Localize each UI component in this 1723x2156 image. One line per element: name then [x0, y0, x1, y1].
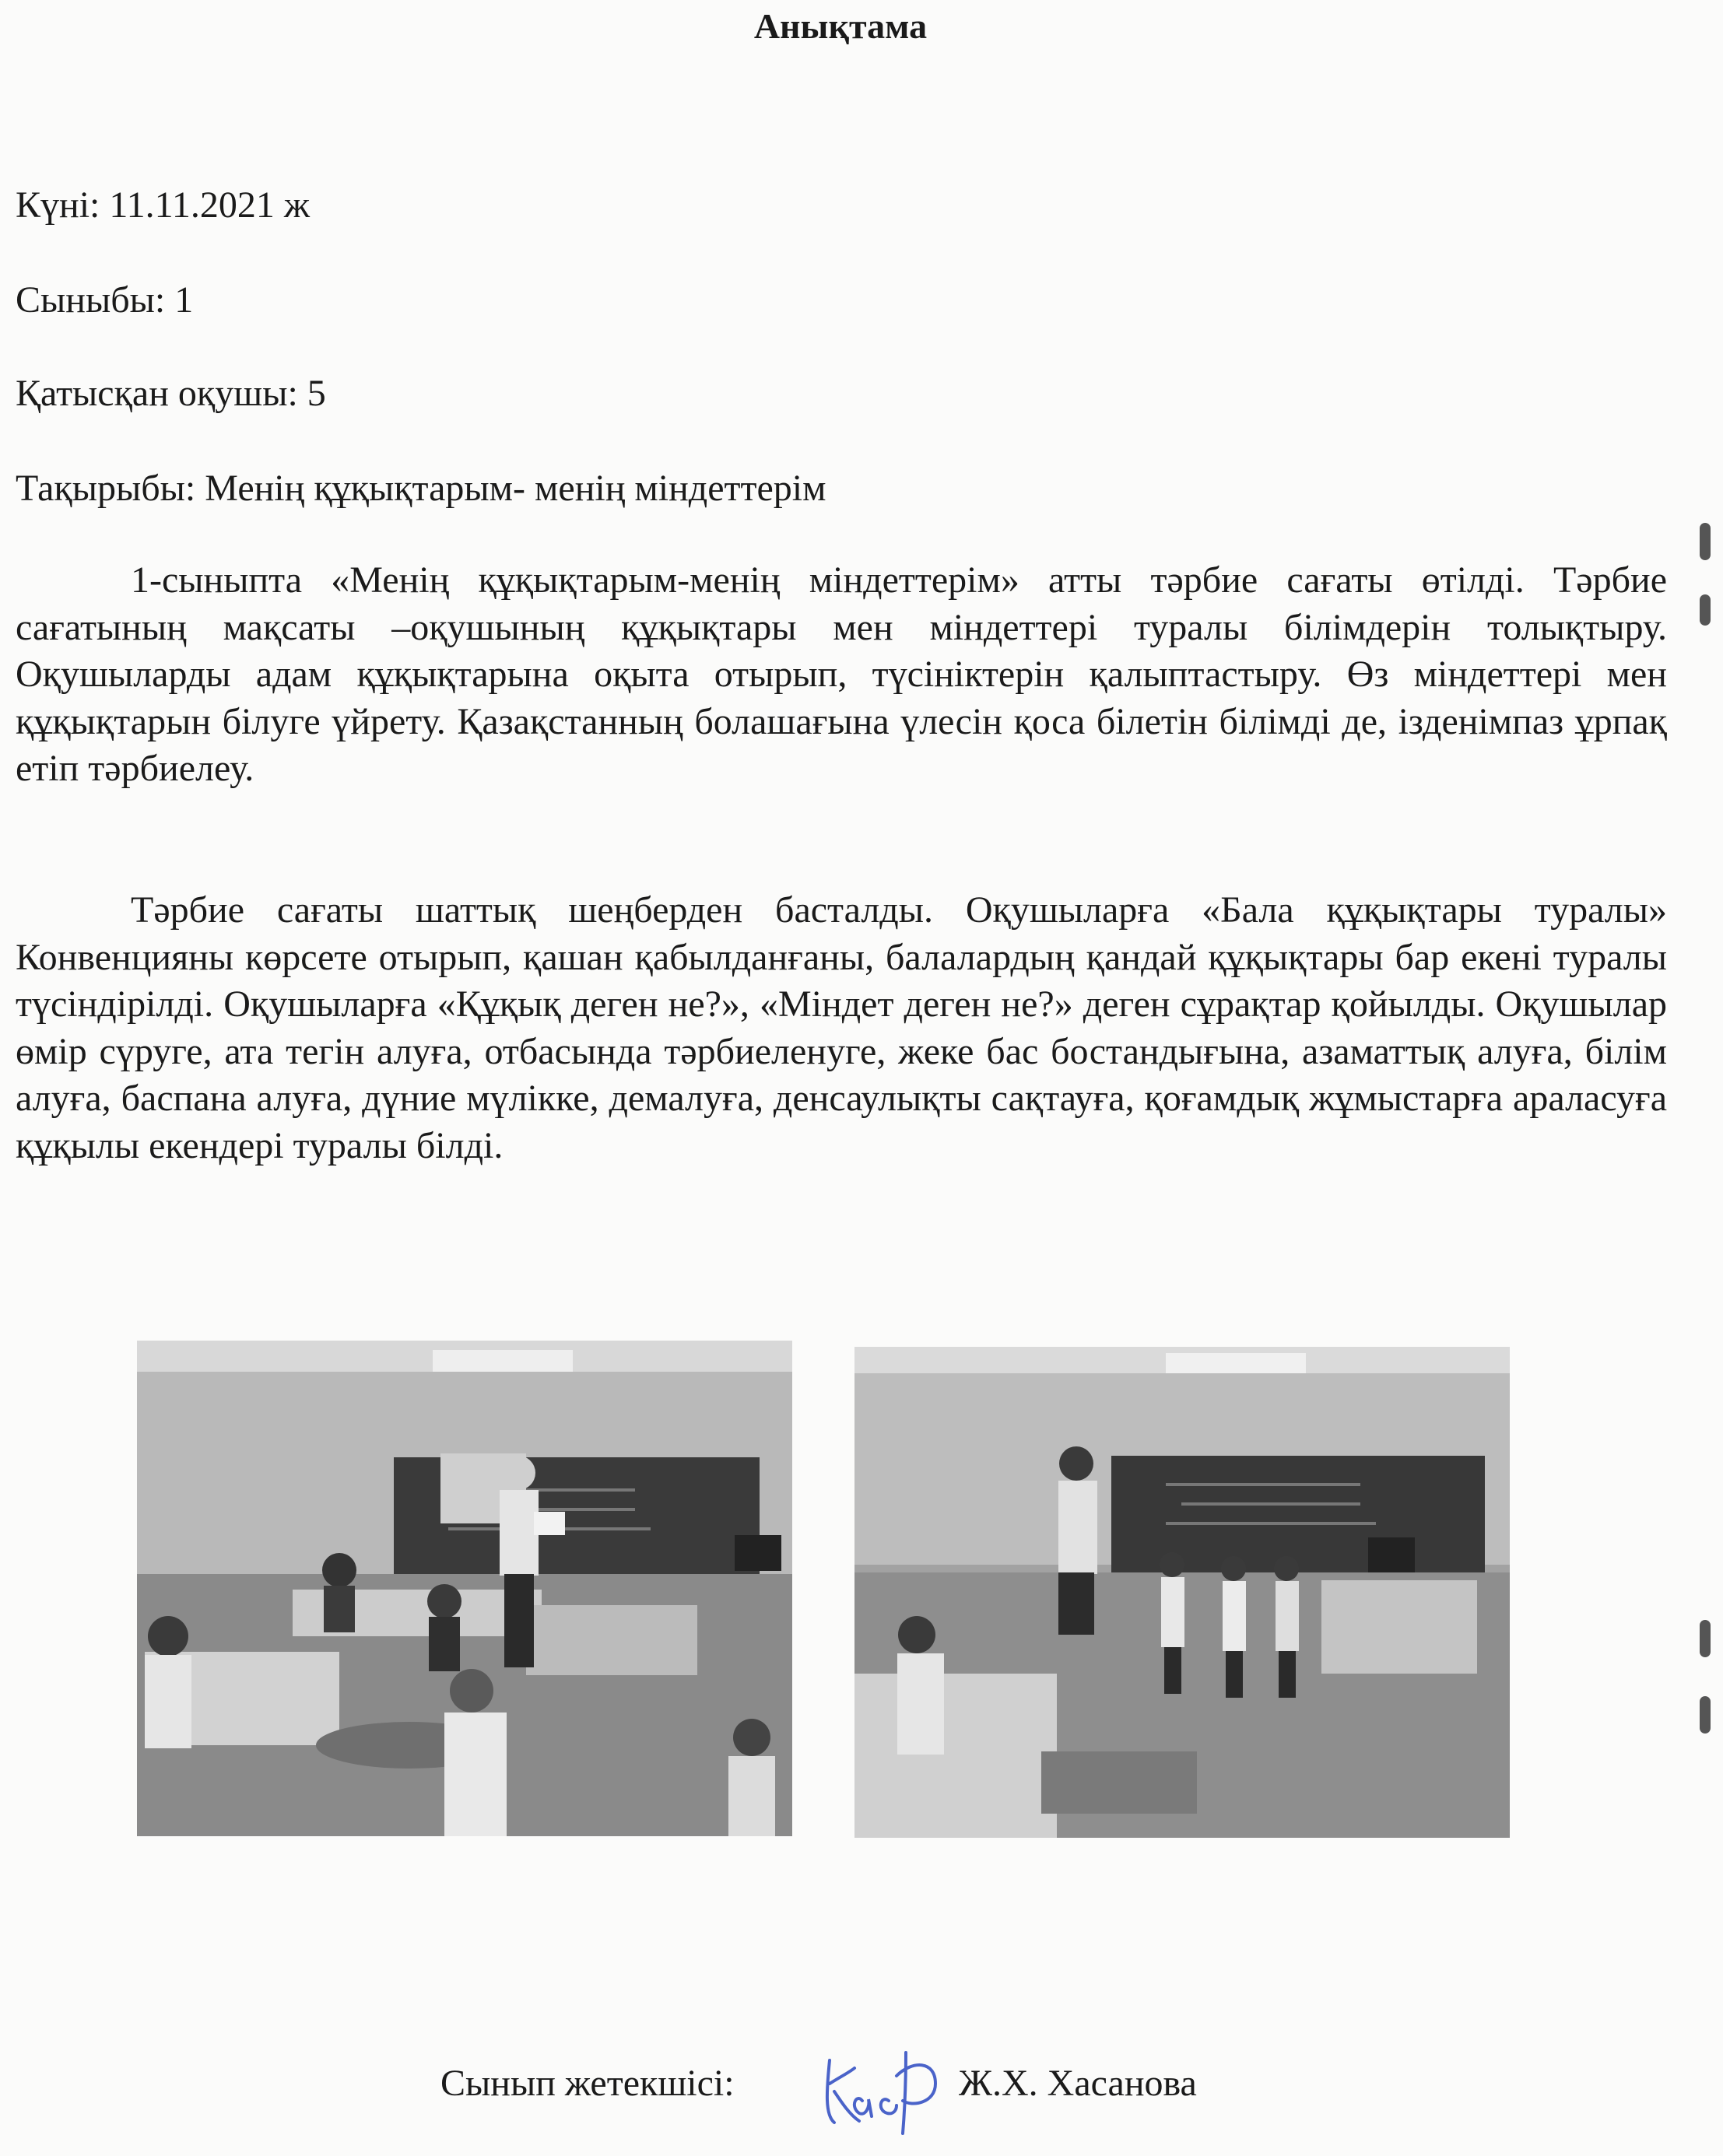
paragraph-1: 1-сыныпта «Менің құқықтарым-менің міндеттерім» атты тәрбие сағаты өтілді. Тәрбие сағатының мақсаты –оқушының құқықтары мен міндеттері туралы білімдерін толықтыру. Оқушыларды адам құқықтарына оқыта отырып, түсініктерін қалыптастыру. Өз міндеттері мен құқықтарын білуге үйрету. Қазақстанның болашағына үлесін қоса білетін білімді де, ізденімпаз ұрпақ етіп тәрбиелеу.: [16, 559, 1667, 789]
teacher-name: Ж.Х. Хасанова: [959, 2063, 1197, 2104]
signature-label: Сынып жетекшісі:: [440, 2063, 735, 2104]
topic-line: [16, 465, 826, 512]
binder-clip-mark: [1700, 594, 1711, 626]
class-label: Сыныбы:: [16, 279, 166, 321]
date-label: Күні:: [16, 184, 100, 226]
students-value: 5: [307, 373, 326, 414]
class-line: [16, 277, 193, 324]
date-line: [16, 182, 310, 229]
classroom-photo-teacher: [137, 1341, 792, 1836]
students-label: Қатысқан оқушы:: [16, 373, 298, 414]
classroom-photo-students: [854, 1347, 1510, 1838]
handwritten-signature: [819, 2029, 951, 2138]
binder-clip-mark: [1700, 523, 1711, 560]
topic-label: Тақырыбы:: [16, 468, 196, 509]
binder-clip-mark: [1700, 1620, 1711, 1657]
paragraph-2: Тәрбие сағаты шаттық шеңберден басталды. Оқушыларға «Бала құқықтары туралы» Конвенцияны көрсете отырып, қашан қабылданғаны, балалардың қандай құқықтары бар екені туралы түсіндірілді. Оқушыларға «Құқық деген не?», «Міндет деген не?» деген сұрақтар қойылды. Оқушылар өмір сүруге, ата тегін алуға, отбасында тәрбиеленуге, жеке бас бостандығына, азаматтық алуға, білім алуға, баспана алуға, дүние мүлікке, демалуға, денсаулықты сақтауға, қоғамдық жұмыстарға араласуға құқылы екендері туралы білді.: [16, 889, 1667, 1166]
class-value: 1: [174, 279, 194, 321]
topic-value: Менің құқықтарым- менің міндеттерім: [205, 468, 826, 509]
date-value: 11.11.2021 ж: [109, 184, 310, 226]
students-line: [16, 370, 326, 417]
document-title: Анықтама: [753, 6, 928, 46]
binder-clip-mark: [1700, 1696, 1711, 1734]
